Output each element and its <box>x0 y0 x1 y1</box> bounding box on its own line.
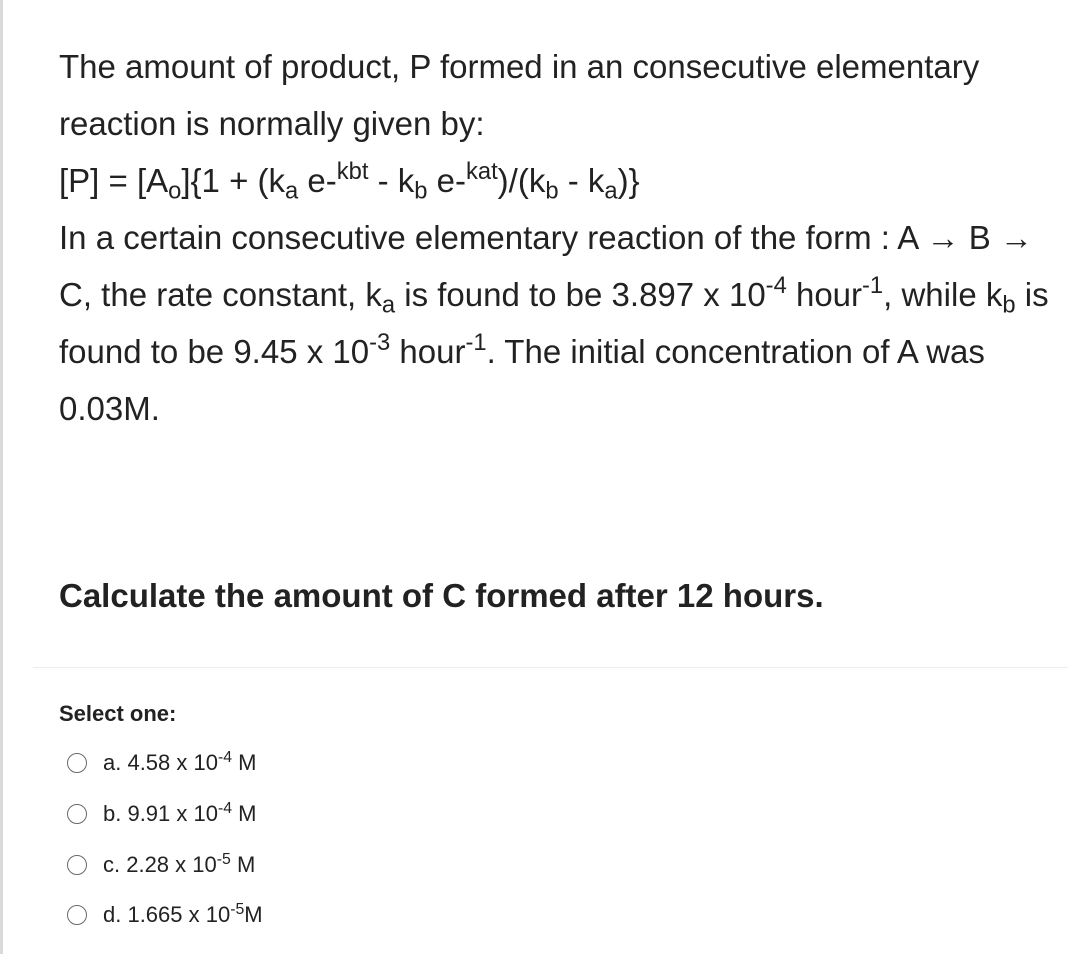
formula-part: e- <box>298 162 337 199</box>
option-exponent: -5 <box>216 850 231 868</box>
formula-subscript: a <box>285 177 299 205</box>
radio-button-d[interactable] <box>67 905 87 925</box>
body-superscript: -3 <box>369 328 391 356</box>
formula-subscript: b <box>414 177 428 205</box>
product-formula <box>59 152 1049 209</box>
answer-option-c[interactable] <box>59 839 659 890</box>
option-label-a <box>103 750 257 776</box>
body-text: . The initial concentration of A was 0.03M. <box>59 333 985 427</box>
formula-superscript: kbt <box>336 157 369 185</box>
option-exponent: -5 <box>230 901 245 919</box>
question-text <box>59 38 1049 437</box>
body-superscript: -1 <box>862 271 884 299</box>
section-divider <box>33 667 1068 668</box>
formula-superscript: kat <box>465 157 498 185</box>
body-text: is found to be 9.45 x 10 <box>59 276 1049 370</box>
select-one-label: Select one: <box>59 701 177 726</box>
question-body <box>59 209 1049 437</box>
option-text: c. 2.28 x 10 <box>103 851 217 877</box>
formula-subscript: b <box>545 177 559 205</box>
option-unit: M <box>230 851 256 877</box>
body-text: hour <box>786 276 863 313</box>
option-label-c <box>103 852 255 878</box>
question-intro: The amount of product, P formed in an consecutive elementary reaction is normally given by: <box>59 48 980 142</box>
body-text: is found to be 3.897 x 10 <box>395 276 766 313</box>
answer-block <box>59 700 659 941</box>
option-text: b. 9.91 x 10 <box>103 801 218 827</box>
body-superscript: -4 <box>765 271 787 299</box>
option-text: a. 4.58 x 10 <box>103 750 218 776</box>
option-label-d <box>103 902 263 928</box>
body-text: hour <box>390 333 466 370</box>
radio-button-c[interactable] <box>67 855 87 875</box>
answer-option-b[interactable] <box>59 789 659 840</box>
answer-option-d[interactable] <box>59 890 659 941</box>
body-subscript: a <box>381 291 396 319</box>
formula-part: - k <box>368 162 415 199</box>
question-ask: Calculate the amount of C formed after 12 hours. <box>59 577 824 614</box>
left-border <box>0 0 3 954</box>
option-unit: M <box>232 750 257 776</box>
formula-part: )/(k <box>497 162 546 199</box>
formula-subscript: o <box>168 177 182 205</box>
body-subscript: b <box>1002 291 1016 319</box>
option-exponent: -4 <box>217 800 233 818</box>
body-text: , while k <box>883 276 1003 313</box>
formula-part: - k <box>558 162 605 199</box>
answer-option-a[interactable] <box>59 738 659 789</box>
formula-part: ]{1 + (k <box>181 162 285 199</box>
option-unit: M <box>244 902 263 928</box>
option-text: d. 1.665 x 10 <box>103 902 231 928</box>
radio-button-b[interactable] <box>67 804 87 824</box>
option-label-b <box>103 801 257 827</box>
formula-part: )} <box>617 162 640 199</box>
formula-part: e- <box>427 162 466 199</box>
formula-part: [P] = [A <box>59 162 169 199</box>
option-unit: M <box>232 801 257 827</box>
formula-subscript: a <box>604 177 618 205</box>
body-superscript: -1 <box>465 328 487 356</box>
body-text: In a certain consecutive elementary reaction of the form : A → B → C, the rate constant, k <box>59 219 1033 313</box>
radio-button-a[interactable] <box>67 753 87 773</box>
option-exponent: -4 <box>217 749 233 767</box>
